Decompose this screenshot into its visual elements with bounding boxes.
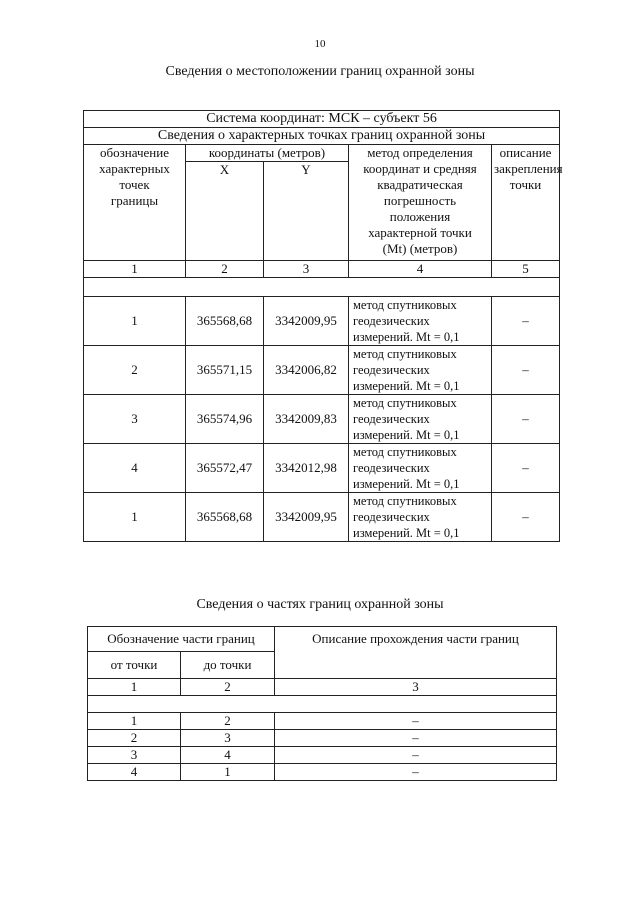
point-method: метод спутниковых геодезических измерений. Mt = 0,1 — [349, 395, 492, 444]
point-method: метод спутниковых геодезических измерений. Mt = 0,1 — [349, 346, 492, 395]
point-desc: – — [492, 444, 560, 493]
point-x: 365568,68 — [186, 297, 264, 346]
header-part-designation: Обозначение части границ — [88, 627, 275, 652]
col-number: 2 — [181, 679, 275, 696]
table-row — [84, 297, 560, 346]
point-y: 3342012,98 — [264, 444, 349, 493]
header-coordinates: координаты (метров) — [186, 145, 349, 162]
point-x: 365568,68 — [186, 493, 264, 542]
coordinate-system: Система координат: МСК – субъект 56 — [84, 111, 560, 128]
part-from: 3 — [88, 747, 181, 764]
point-desc: – — [492, 493, 560, 542]
header-y: Y — [264, 162, 349, 261]
part-desc: – — [275, 747, 557, 764]
col-number: 4 — [349, 261, 492, 278]
point-id: 2 — [84, 346, 186, 395]
header-part-description: Описание прохождения части границ — [275, 627, 557, 679]
part-from: 4 — [88, 764, 181, 781]
points-table — [83, 110, 563, 542]
spacer-row — [84, 278, 560, 297]
header-description: описание закрепления точки — [492, 145, 560, 261]
point-y: 3342009,95 — [264, 297, 349, 346]
col-number: 3 — [275, 679, 557, 696]
header-to: до точки — [181, 652, 275, 679]
table-row — [84, 346, 560, 395]
part-to: 4 — [181, 747, 275, 764]
point-y: 3342009,95 — [264, 493, 349, 542]
table-row — [84, 395, 560, 444]
header-designation: обозначение характерных точек границы — [84, 145, 186, 261]
spacer-row — [88, 696, 557, 713]
point-x: 365571,15 — [186, 346, 264, 395]
col-number: 3 — [264, 261, 349, 278]
col-number: 5 — [492, 261, 560, 278]
points-subtitle: Сведения о характерных точках границ охранной зоны — [84, 128, 560, 145]
col-number: 1 — [88, 679, 181, 696]
point-desc: – — [492, 297, 560, 346]
point-method: метод спутниковых геодезических измерений. Mt = 0,1 — [349, 297, 492, 346]
table-row — [84, 493, 560, 542]
header-x: X — [186, 162, 264, 261]
page-number: 10 — [314, 38, 326, 50]
section-title-parts: Сведения о частях границ охранной зоны — [196, 597, 444, 612]
point-x: 365574,96 — [186, 395, 264, 444]
table-row — [88, 764, 557, 781]
part-desc: – — [275, 764, 557, 781]
section-title-boundaries: Сведения о местоположении границ охранной зоны — [165, 64, 475, 79]
point-method: метод спутниковых геодезических измерений. Mt = 0,1 — [349, 493, 492, 542]
part-to: 3 — [181, 730, 275, 747]
point-desc: – — [492, 346, 560, 395]
point-y: 3342009,83 — [264, 395, 349, 444]
part-to: 1 — [181, 764, 275, 781]
point-id: 1 — [84, 297, 186, 346]
part-desc: – — [275, 713, 557, 730]
point-id: 4 — [84, 444, 186, 493]
col-number: 2 — [186, 261, 264, 278]
table-row — [88, 730, 557, 747]
header-from: от точки — [88, 652, 181, 679]
part-from: 2 — [88, 730, 181, 747]
parts-table — [87, 626, 557, 781]
point-method: метод спутниковых геодезических измерений. Mt = 0,1 — [349, 444, 492, 493]
col-number: 1 — [84, 261, 186, 278]
point-id: 3 — [84, 395, 186, 444]
point-y: 3342006,82 — [264, 346, 349, 395]
header-method: метод определения координат и средняя квадратическая погрешность положения характерной точки (Mt) (метров) — [349, 145, 492, 261]
table-row — [84, 444, 560, 493]
table-row — [88, 747, 557, 764]
part-to: 2 — [181, 713, 275, 730]
table-row — [88, 713, 557, 730]
part-from: 1 — [88, 713, 181, 730]
part-desc: – — [275, 730, 557, 747]
point-desc: – — [492, 395, 560, 444]
point-id: 1 — [84, 493, 186, 542]
point-x: 365572,47 — [186, 444, 264, 493]
